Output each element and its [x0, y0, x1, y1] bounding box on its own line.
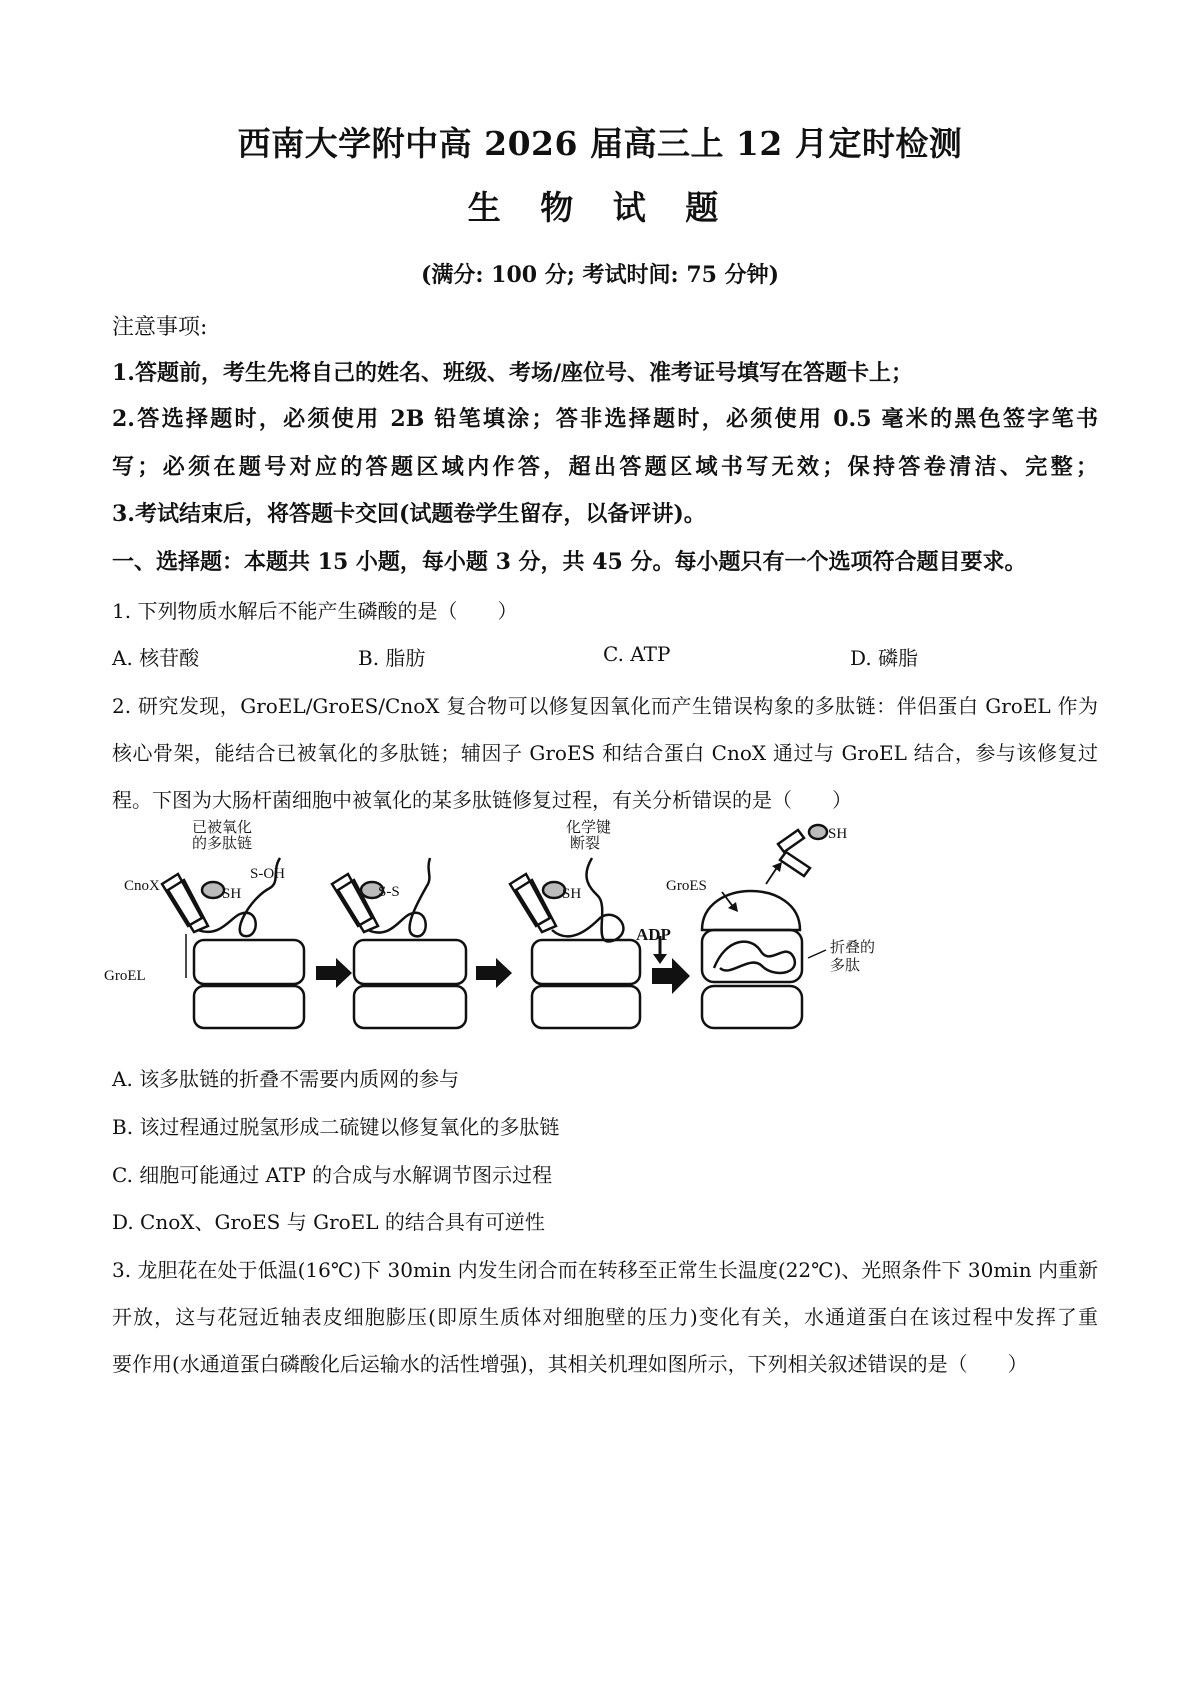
label-folded-1: 折叠的: [830, 940, 876, 956]
groel-ring-top-1: [194, 940, 304, 984]
q2-option-d: D. CnoX、GroES 与 GroEL 的结合具有可逆性: [112, 1210, 545, 1234]
q2-stem-line-2: 核心骨架，能结合已被氧化的多肽链；辅因子 GroES 和结合蛋白 CnoX 通过与 GroEL 结合，参与该修复过: [112, 741, 1098, 765]
label-oxidized-chain-1: 已被氧化: [192, 820, 253, 836]
q3-stem-line-3: 要作用(水通道蛋白磷酸化后运输水的活性增强)，其相关机理如图所示，下列相关叙述错误的是（ ）: [112, 1352, 1028, 1376]
section-heading: 一、选择题：本题共 15 小题，每小题 3 分，共 45 分。每小题只有一个选项符合题目要求。: [112, 549, 1027, 575]
note-item-1: 1.答题前，考生先将自己的姓名、班级、考场/座位号、准考证号填写在答题卡上；: [112, 360, 914, 386]
subject-title: 生 物 试 题: [467, 188, 733, 227]
groel-ring-bottom-3: [532, 986, 640, 1028]
label-bond-break-1: 化学键: [566, 820, 612, 836]
q2-stem-line-1: 2. 研究发现，GroEL/GroES/CnoX 复合物可以修复因氧化而产生错误构象的多肽链：伴侣蛋白 GroEL 作为: [112, 694, 1098, 718]
q1-option-b: B. 脂肪: [358, 646, 426, 670]
label-sh-released: SH: [828, 826, 848, 842]
groel-ring-top-4: [702, 930, 802, 982]
label-s-oh: S-OH: [250, 866, 286, 882]
groel-ring-bottom-4: [702, 986, 802, 1028]
groel-ring-bottom-1: [194, 986, 304, 1028]
exam-title: 西南大学附中高 2026 届高三上 12 月定时检测: [237, 124, 963, 163]
label-adp: ADP: [636, 925, 671, 944]
note-item-2-cont: 写；必须在题号对应的答题区域内作答，超出答题区域书写无效；保持答卷清洁、完整；: [112, 454, 1098, 480]
q2-option-c: C. 细胞可能通过 ATP 的合成与水解调节图示过程: [112, 1163, 553, 1187]
label-oxidized-chain-2: 的多肽链: [192, 836, 253, 852]
groel-ring-top-3: [532, 940, 640, 984]
label-folded-2: 多肽: [830, 958, 861, 974]
arrow-1: [316, 958, 352, 988]
label-groel: GroEL: [104, 968, 146, 984]
q1-option-c: C. ATP: [603, 642, 671, 666]
groel-ring-bottom-2: [354, 986, 466, 1028]
label-cnox: CnoX: [124, 878, 160, 894]
q2-option-b: B. 该过程通过脱氢形成二硫键以修复氧化的多肽链: [112, 1115, 560, 1139]
notes-heading: 注意事项:: [112, 315, 208, 340]
q1-stem: 1. 下列物质水解后不能产生磷酸的是（ ）: [112, 599, 518, 623]
protein-repair-diagram: [104, 818, 940, 1028]
label-sh-3a: SH: [562, 886, 582, 902]
groes-cap: [702, 891, 800, 930]
note-item-3: 3.考试结束后，将答题卡交回(试题卷学生留存，以备评讲)。: [112, 501, 706, 527]
note-item-2: 2.答选择题时，必须使用 2B 铅笔填涂；答非选择题时，必须使用 0.5 毫米的黑色签字笔书: [112, 406, 1098, 432]
adp-arrow: [652, 958, 690, 994]
score-time-line: (满分: 100 分; 考试时间: 75 分钟): [420, 262, 780, 288]
released-cnox: [778, 830, 804, 852]
label-bond-break-2: 断裂: [570, 836, 601, 852]
label-groes: GroES: [666, 878, 707, 894]
q1-option-d: D. 磷脂: [850, 646, 919, 670]
cnox-head-1: [202, 882, 224, 898]
folded-peptide: [714, 942, 795, 973]
q3-stem-line-1: 3. 龙胆花在处于低温(16℃)下 30min 内发生闭合而在转移至正常生长温度(22℃)、光照条件下 30min 内重新: [112, 1258, 1098, 1282]
groel-ring-top-2: [354, 940, 466, 984]
label-sh-1: SH: [222, 886, 242, 902]
q1-option-a: A. 核苷酸: [112, 646, 200, 670]
q3-stem-line-2: 开放，这与花冠近轴表皮细胞膨压(即原生质体对细胞壁的压力)变化有关，水通道蛋白在该过程中发挥了重: [112, 1305, 1098, 1329]
label-ss: S-S: [378, 884, 400, 900]
q2-stem-line-3: 程。下图为大肠杆菌细胞中被氧化的某多肽链修复过程，有关分析错误的是（ ）: [112, 788, 852, 812]
q2-option-a: A. 该多肽链的折叠不需要内质网的参与: [112, 1067, 460, 1091]
arrow-2: [476, 958, 512, 988]
